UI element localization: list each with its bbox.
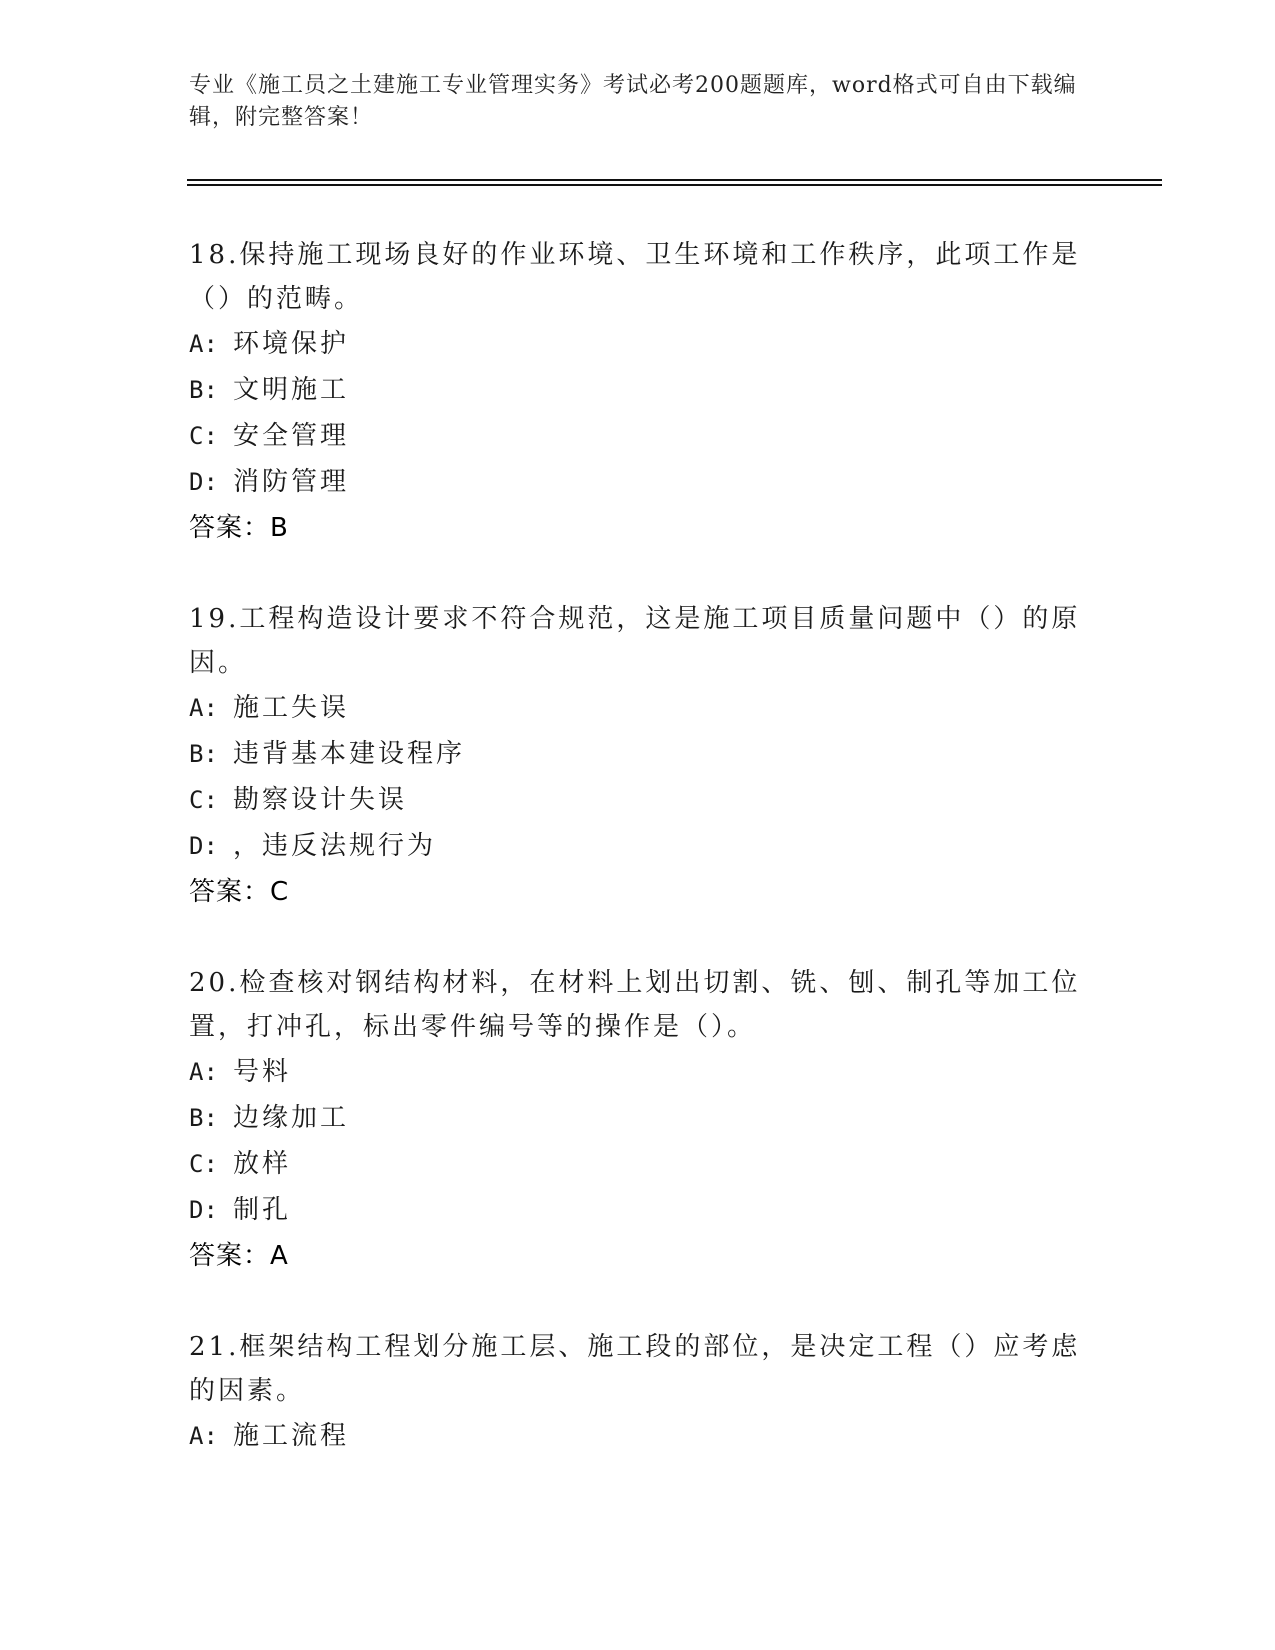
option-a [189, 1049, 1089, 1095]
option-letter: A: [189, 694, 218, 722]
option-text: 文明施工 [233, 375, 350, 405]
option-letter: B: [189, 376, 218, 404]
option-letter: C: [189, 422, 218, 450]
question-list [189, 233, 1089, 1505]
option-b [189, 731, 1089, 777]
question-text: 18.保持施工现场良好的作业环境、卫生环境和工作秩序，此项工作是（）的范畴。 [189, 240, 1081, 314]
option-text: 勘察设计失误 [233, 785, 408, 815]
answer: 答案：A [189, 1241, 289, 1271]
answer: 答案：C [189, 877, 290, 907]
question-text: 20.检查核对钢结构材料，在材料上划出切割、铣、刨、制孔等加工位置，打冲孔，标出零件编号等的操作是（）。 [189, 968, 1081, 1042]
option-letter: C: [189, 786, 218, 814]
option-letter: C: [189, 1150, 218, 1178]
option-c [189, 777, 1089, 823]
header-divider-top [187, 179, 1162, 181]
option-d [189, 823, 1089, 869]
option-text: 号料 [233, 1057, 292, 1087]
option-letter: A: [189, 330, 218, 358]
option-text: 消防管理 [233, 467, 350, 497]
option-text: 放样 [233, 1149, 292, 1179]
header-divider-bottom [187, 184, 1162, 186]
option-text: 制孔 [233, 1195, 292, 1225]
option-a [189, 685, 1089, 731]
question-text: 19.工程构造设计要求不符合规范，这是施工项目质量问题中（）的原因。 [189, 604, 1081, 678]
question-19 [189, 597, 1089, 915]
option-text: 安全管理 [233, 421, 350, 451]
option-letter: D: [189, 1196, 218, 1224]
option-text: 施工流程 [233, 1421, 350, 1451]
option-letter: D: [189, 468, 218, 496]
question-21 [189, 1325, 1089, 1459]
option-text: ，违反法规行为 [233, 831, 437, 861]
option-text: 违背基本建设程序 [233, 739, 466, 769]
option-letter: D: [189, 832, 218, 860]
option-text: 边缘加工 [233, 1103, 350, 1133]
option-letter: B: [189, 1104, 218, 1132]
option-letter: A: [189, 1058, 218, 1086]
question-text: 21.框架结构工程划分施工层、施工段的部位，是决定工程（）应考虑的因素。 [189, 1332, 1081, 1406]
option-d [189, 459, 1089, 505]
option-b [189, 367, 1089, 413]
option-a [189, 1413, 1089, 1459]
option-text: 环境保护 [233, 329, 350, 359]
question-18 [189, 233, 1089, 551]
question-20 [189, 961, 1089, 1279]
option-letter: A: [189, 1422, 218, 1450]
option-letter: B: [189, 740, 218, 768]
document-header: 专业《施工员之土建施工专业管理实务》考试必考200题题库，word格式可自由下载编辑，附完整答案！ [189, 73, 1077, 130]
option-d [189, 1187, 1089, 1233]
option-b [189, 1095, 1089, 1141]
option-text: 施工失误 [233, 693, 350, 723]
option-a [189, 321, 1089, 367]
answer: 答案：B [189, 513, 289, 543]
option-c [189, 1141, 1089, 1187]
option-c [189, 413, 1089, 459]
